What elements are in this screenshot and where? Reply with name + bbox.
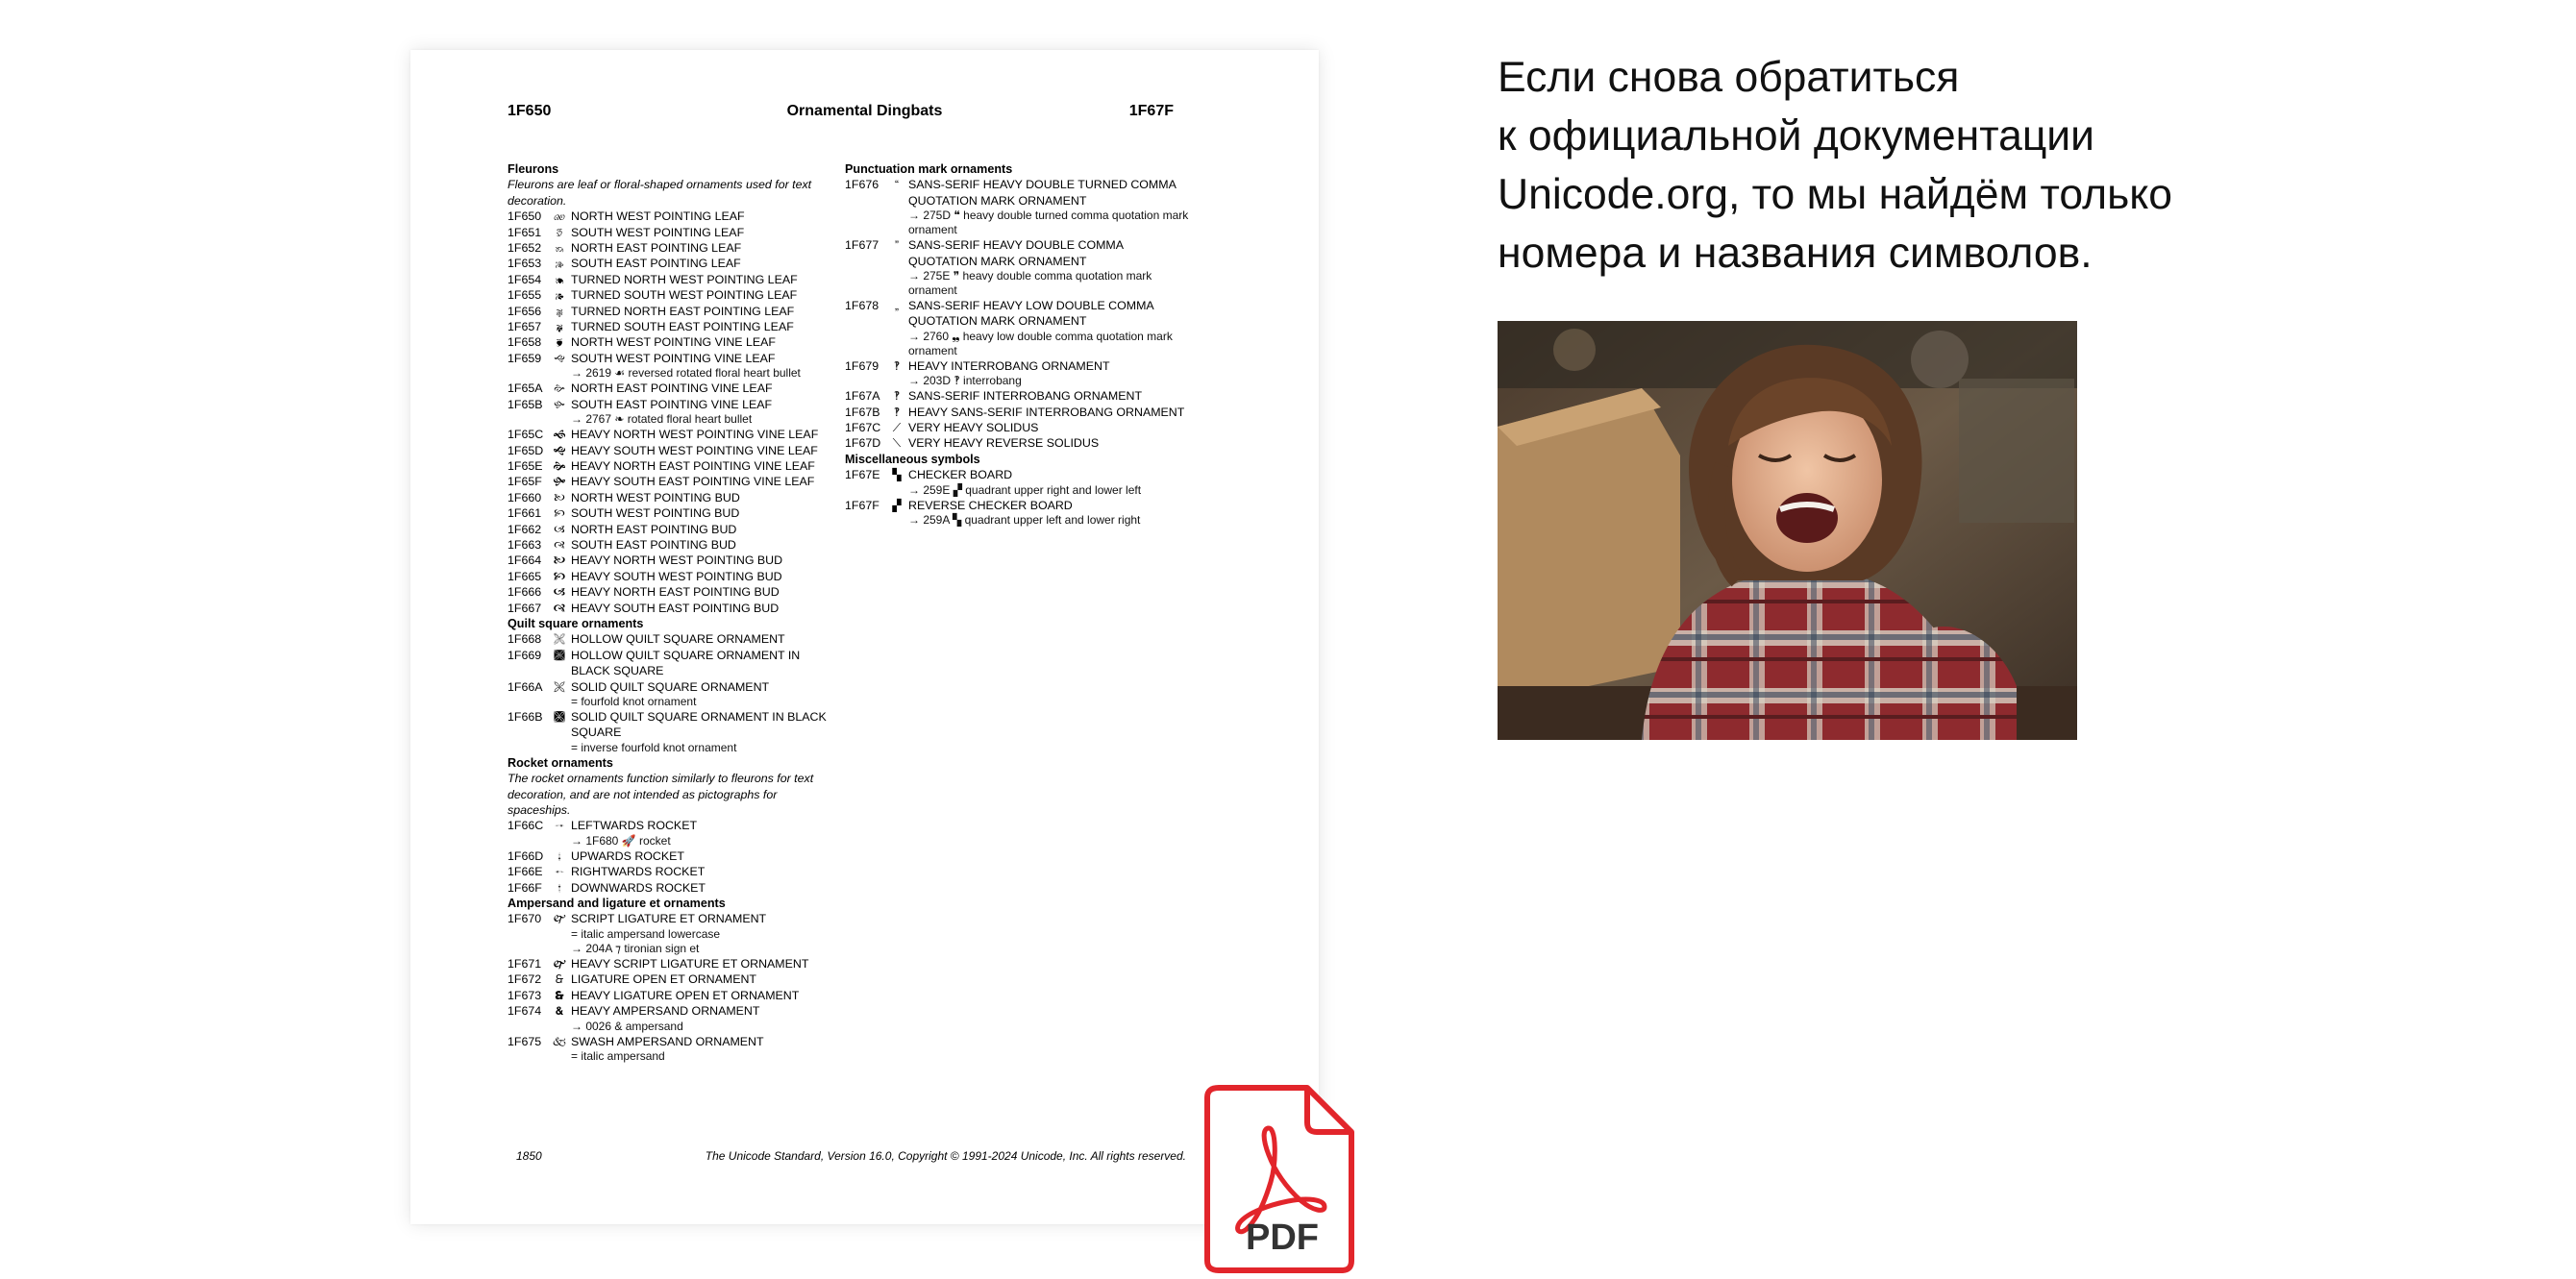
glyph: 🙣 <box>554 537 565 552</box>
character-name: UPWARDS ROCKET <box>571 849 684 863</box>
section-title: Fleurons <box>508 162 559 176</box>
character-entry <box>845 388 1191 404</box>
glyph: 🙩 <box>553 648 566 662</box>
cross-reference-note: → 2619 ☙ reversed rotated floral heart bullet <box>571 366 801 381</box>
character-entry <box>508 880 839 896</box>
cross-reference-note: → 275D ❝ heavy double turned comma quotation mark ornament <box>908 209 1189 237</box>
section-title: Punctuation mark ornaments <box>845 162 1013 176</box>
character-name: HEAVY SOUTH WEST POINTING VINE LEAF <box>571 443 818 457</box>
section-description: Fleurons are leaf or floral-shaped ornaments used for text decoration. <box>508 178 812 208</box>
character-entry <box>508 818 839 833</box>
character-name: HEAVY NORTH EAST POINTING VINE LEAF <box>571 458 815 473</box>
code-point: 1F67B <box>845 405 880 419</box>
character-entry <box>508 1034 839 1049</box>
code-point: 1F655 <box>508 288 542 303</box>
character-entry <box>508 443 839 458</box>
code-point: 1F67E <box>845 468 880 482</box>
character-name: TURNED SOUTH EAST POINTING LEAF <box>571 320 794 334</box>
character-entry <box>508 209 839 224</box>
cross-reference-note: → 204A ⁊ tironian sign et <box>571 941 700 955</box>
character-name: RIGHTWARDS ROCKET <box>571 865 706 879</box>
glyph: 🙫 <box>553 710 566 724</box>
character-entry <box>508 397 839 412</box>
cross-reference-note: → 259E ▞ quadrant upper right and lower left <box>908 482 1142 497</box>
character-entry <box>508 584 839 600</box>
glyph: 🙵 <box>552 1034 567 1048</box>
cross-reference-note: = italic ampersand <box>571 1048 665 1063</box>
glyph: ▚ <box>892 468 902 482</box>
character-entry <box>508 972 839 987</box>
glyph: 🙗 <box>556 320 563 334</box>
character-name: NORTH WEST POINTING BUD <box>571 490 740 504</box>
character-name: CHECKER BOARD <box>908 468 1013 482</box>
pdf-label: PDF <box>1246 1218 1319 1258</box>
code-point: 1F679 <box>845 358 879 373</box>
character-name: DOWNWARDS ROCKET <box>571 880 706 895</box>
code-point: 1F65D <box>508 443 544 457</box>
code-point: 1F659 <box>508 351 542 365</box>
code-point: 1F672 <box>508 972 542 987</box>
code-point: 1F658 <box>508 335 542 350</box>
code-point: 1F652 <box>508 241 542 256</box>
glyph: 🙪 <box>553 679 566 694</box>
glyph: 🙱 <box>552 956 567 971</box>
right-column <box>845 161 1191 528</box>
character-name: HEAVY NORTH EAST POINTING BUD <box>571 585 780 600</box>
character-entry <box>508 458 839 474</box>
glyph: 🙕 <box>555 288 564 303</box>
glyph: 🙲 <box>555 972 564 987</box>
caption-line-1: Если снова обратиться <box>1498 54 1960 101</box>
glyph: 🙴 <box>555 1004 564 1019</box>
glyph: ” <box>895 238 899 253</box>
header-block-title: Ornamental Dingbats <box>786 103 943 119</box>
character-name: SOUTH EAST POINTING VINE LEAF <box>571 397 773 411</box>
character-entry <box>508 351 839 366</box>
character-entry <box>508 537 839 553</box>
glyph: ⟍ <box>892 436 902 451</box>
glyph: 🙔 <box>555 272 564 286</box>
character-entry <box>508 381 839 396</box>
code-point: 1F650 <box>508 209 542 224</box>
code-point: 1F663 <box>508 537 542 552</box>
character-entry <box>508 505 839 521</box>
glyph: “ <box>895 178 899 192</box>
glyph: 🙥 <box>553 569 566 583</box>
glyph: 🙤 <box>553 553 566 568</box>
cross-reference-note: = italic ampersand lowercase <box>571 926 721 941</box>
unicode-chart-page <box>410 50 1319 1224</box>
code-point: 1F65F <box>508 475 542 489</box>
left-column <box>508 161 839 1064</box>
glyph: „ <box>895 299 899 313</box>
glyph: 🙮 <box>555 865 564 879</box>
glyph: 🙢 <box>554 522 565 536</box>
glyph: 🙭 <box>557 849 561 863</box>
character-name: LEFTWARDS ROCKET <box>571 819 698 833</box>
header-range-start: 1F650 <box>508 103 552 119</box>
cross-reference-note: → 0026 & ampersand <box>571 1019 683 1033</box>
glyph: ‽ <box>893 358 901 373</box>
character-name: SWASH AMPERSAND ORNAMENT <box>571 1034 764 1048</box>
character-entry <box>845 467 1191 482</box>
cross-reference-note: → 203D ‽ interrobang <box>908 374 1022 388</box>
cross-reference-note: = inverse fourfold knot ornament <box>571 740 737 754</box>
code-point: 1F662 <box>508 522 542 536</box>
glyph: 🙦 <box>553 585 566 600</box>
character-name: HEAVY SCRIPT LIGATURE ET ORNAMENT <box>571 956 809 971</box>
character-name: HEAVY SOUTH EAST POINTING BUD <box>571 601 780 615</box>
character-entry <box>845 298 1191 330</box>
character-name: VERY HEAVY SOLIDUS <box>908 421 1039 435</box>
character-name: SANS-SERIF INTERROBANG ORNAMENT <box>908 389 1143 404</box>
character-entry <box>508 631 839 647</box>
cross-reference-note: = fourfold knot ornament <box>571 695 697 708</box>
code-point: 1F66E <box>508 865 543 879</box>
character-entry <box>845 420 1191 435</box>
code-point: 1F654 <box>508 272 542 286</box>
glyph: 🙧 <box>553 601 566 615</box>
character-name: SOUTH WEST POINTING LEAF <box>571 225 745 239</box>
character-name: HEAVY SOUTH EAST POINTING VINE LEAF <box>571 475 815 489</box>
character-name: HEAVY INTERROBANG ORNAMENT <box>908 358 1110 373</box>
glyph: 🙟 <box>553 475 566 489</box>
glyph: ‽ <box>893 389 901 404</box>
character-name: HEAVY LIGATURE OPEN ET ORNAMENT <box>571 988 800 1002</box>
character-name: VERY HEAVY REVERSE SOLIDUS <box>908 436 1100 451</box>
character-name: NORTH WEST POINTING LEAF <box>571 209 745 224</box>
section-title: Quilt square ornaments <box>508 616 644 630</box>
code-point: 1F668 <box>508 632 542 647</box>
glyph: 🙬 <box>555 819 564 833</box>
character-name: TURNED NORTH EAST POINTING LEAF <box>571 304 795 318</box>
code-point: 1F67F <box>845 498 879 512</box>
character-entry <box>508 427 839 442</box>
character-name: TURNED SOUTH WEST POINTING LEAF <box>571 288 798 303</box>
character-entry <box>508 956 839 972</box>
character-entry <box>845 358 1191 374</box>
glyph: 🙡 <box>554 506 565 521</box>
code-point: 1F65E <box>508 458 543 473</box>
code-point: 1F66F <box>508 880 542 895</box>
character-name: HOLLOW QUILT SQUARE ORNAMENT <box>571 632 785 647</box>
character-entry <box>845 405 1191 420</box>
character-name: NORTH EAST POINTING VINE LEAF <box>571 381 773 396</box>
code-point: 1F67D <box>845 436 881 451</box>
glyph: 🙙 <box>554 351 565 365</box>
cross-reference-note: → 2767 ❧ rotated floral heart bullet <box>571 412 753 427</box>
code-point: 1F65C <box>508 428 544 442</box>
section-title: Rocket ornaments <box>508 755 613 770</box>
character-entry <box>845 177 1191 209</box>
code-point: 1F66A <box>508 679 543 694</box>
glyph: ⟋ <box>892 421 902 435</box>
character-name: SOLID QUILT SQUARE ORNAMENT IN BLACK SQUARE <box>571 710 827 740</box>
character-entry <box>508 601 839 616</box>
footer-page-number: 1850 <box>516 1149 542 1163</box>
character-name: SANS-SERIF HEAVY DOUBLE COMMA QUOTATION MARK ORNAMENT <box>908 238 1124 268</box>
character-name: SOLID QUILT SQUARE ORNAMENT <box>571 679 770 694</box>
character-entry <box>508 287 839 303</box>
character-entry <box>845 498 1191 513</box>
glyph: 🙞 <box>553 458 566 473</box>
code-point: 1F657 <box>508 320 542 334</box>
code-point: 1F676 <box>845 178 879 192</box>
code-point: 1F678 <box>845 299 879 313</box>
glyph: 🙒 <box>555 241 564 256</box>
code-point: 1F65B <box>508 397 543 411</box>
code-point: 1F664 <box>508 553 542 568</box>
glyph: 🙳 <box>555 988 564 1002</box>
character-name: SANS-SERIF HEAVY LOW DOUBLE COMMA QUOTATION MARK ORNAMENT <box>908 299 1153 329</box>
pdf-icon-graphic <box>1201 1082 1357 1274</box>
character-entry <box>508 490 839 505</box>
glyph: 🙨 <box>553 632 566 647</box>
character-entry <box>508 648 839 679</box>
character-name: REVERSE CHECKER BOARD <box>908 498 1073 512</box>
code-point: 1F667 <box>508 601 542 615</box>
glyph: 🙝 <box>553 443 566 457</box>
glyph: 🙯 <box>557 880 561 895</box>
character-entry <box>508 272 839 287</box>
character-name: HOLLOW QUILT SQUARE ORNAMENT IN BLACK SQUARE <box>571 648 801 678</box>
code-point: 1F677 <box>845 238 879 253</box>
character-entry <box>508 304 839 319</box>
glyph: 🙓 <box>555 257 564 271</box>
character-name: SOUTH WEST POINTING BUD <box>571 506 740 521</box>
character-name: LIGATURE OPEN ET ORNAMENT <box>571 972 756 987</box>
character-name: HEAVY SANS-SERIF INTERROBANG ORNAMENT <box>908 405 1185 419</box>
photo-illustration <box>1498 321 2077 740</box>
code-point: 1F674 <box>508 1004 542 1019</box>
crying-woman-photo <box>1498 321 2077 740</box>
code-point: 1F653 <box>508 257 542 271</box>
character-name: HEAVY NORTH WEST POINTING VINE LEAF <box>571 428 819 442</box>
code-point: 1F65A <box>508 381 543 396</box>
code-point: 1F66D <box>508 849 544 863</box>
code-point: 1F670 <box>508 912 542 926</box>
code-point: 1F66C <box>508 819 544 833</box>
code-point: 1F651 <box>508 225 542 239</box>
code-point: 1F66B <box>508 710 543 724</box>
character-name: HEAVY NORTH WEST POINTING BUD <box>571 553 783 568</box>
character-entry <box>508 256 839 271</box>
cross-reference-note: → 1F680 🚀 rocket <box>571 833 671 848</box>
glyph: 🙛 <box>554 397 565 411</box>
character-entry <box>508 988 839 1003</box>
character-entry <box>508 709 839 741</box>
character-entry <box>845 237 1191 269</box>
character-entry <box>508 1003 839 1019</box>
glyph: 🙠 <box>554 490 565 504</box>
code-point: 1F67A <box>845 389 880 404</box>
character-name: TURNED NORTH WEST POINTING LEAF <box>571 272 798 286</box>
glyph: 🙜 <box>553 428 566 442</box>
glyph: 🙐 <box>553 209 566 224</box>
character-name: NORTH EAST POINTING BUD <box>571 522 737 536</box>
code-point: 1F665 <box>508 569 542 583</box>
code-point: 1F660 <box>508 490 542 504</box>
caption-text <box>1498 48 2266 283</box>
cross-reference-note: → 259A ▚ quadrant upper left and lower right <box>908 513 1141 528</box>
character-entry <box>508 679 839 695</box>
caption-line-2: к официальной документации <box>1498 112 2095 160</box>
character-entry <box>508 474 839 489</box>
character-entry <box>508 225 839 240</box>
character-entry <box>508 569 839 584</box>
footer-copyright: The Unicode Standard, Version 16.0, Copyright © 1991-2024 Unicode, Inc. All rights reserved. <box>705 1149 1186 1163</box>
character-name: HEAVY AMPERSAND ORNAMENT <box>571 1004 760 1019</box>
character-name: SOUTH EAST POINTING LEAF <box>571 257 741 271</box>
glyph: 🙖 <box>556 304 563 318</box>
character-entry <box>508 849 839 864</box>
code-point: 1F656 <box>508 304 542 318</box>
character-name: NORTH EAST POINTING LEAF <box>571 241 742 256</box>
character-entry <box>508 911 839 926</box>
caption-line-3: Unicode.org, то мы найдём только <box>1498 171 2172 218</box>
cross-reference-note: → 275E ❞ heavy double comma quotation mark ornament <box>908 269 1152 298</box>
section-description: The rocket ornaments function similarly to fleurons for text decoration, and are not intended as pictographs for spaceships. <box>508 772 814 818</box>
character-entry <box>845 435 1191 451</box>
character-entry <box>508 334 839 350</box>
character-entry <box>508 522 839 537</box>
character-name: SCRIPT LIGATURE ET ORNAMENT <box>571 912 767 926</box>
character-entry <box>508 553 839 568</box>
code-point: 1F67C <box>845 421 881 435</box>
character-entry <box>508 864 839 879</box>
header-range-end: 1F67F <box>1128 103 1174 119</box>
character-name: SANS-SERIF HEAVY DOUBLE TURNED COMMA QUOTATION MARK ORNAMENT <box>908 178 1177 208</box>
character-name: HEAVY SOUTH WEST POINTING BUD <box>571 569 782 583</box>
character-entry <box>508 319 839 334</box>
code-point: 1F673 <box>508 988 542 1002</box>
code-point: 1F661 <box>508 506 542 521</box>
cross-reference-note: → 2760 ❠ heavy low double comma quotation mark ornament <box>908 329 1173 357</box>
caption-line-4: номера и названия символов. <box>1498 230 2093 277</box>
code-point: 1F671 <box>508 956 542 971</box>
glyph: 🙘 <box>556 335 563 350</box>
code-point: 1F669 <box>508 648 542 662</box>
character-name: SOUTH EAST POINTING BUD <box>571 537 736 552</box>
glyph: 🙚 <box>554 381 565 396</box>
glyph: ‽ <box>893 405 901 419</box>
section-title: Ampersand and ligature et ornaments <box>508 897 726 911</box>
character-name: NORTH WEST POINTING VINE LEAF <box>571 335 776 350</box>
code-point: 1F666 <box>508 585 542 600</box>
section-title: Miscellaneous symbols <box>845 452 980 466</box>
code-point: 1F675 <box>508 1034 542 1048</box>
glyph: 🙑 <box>556 225 563 239</box>
character-entry <box>508 240 839 256</box>
character-name: SOUTH WEST POINTING VINE LEAF <box>571 351 776 365</box>
glyph: 🙰 <box>552 912 567 926</box>
pdf-file-icon[interactable] <box>1201 1082 1357 1274</box>
glyph: ▞ <box>892 498 902 512</box>
